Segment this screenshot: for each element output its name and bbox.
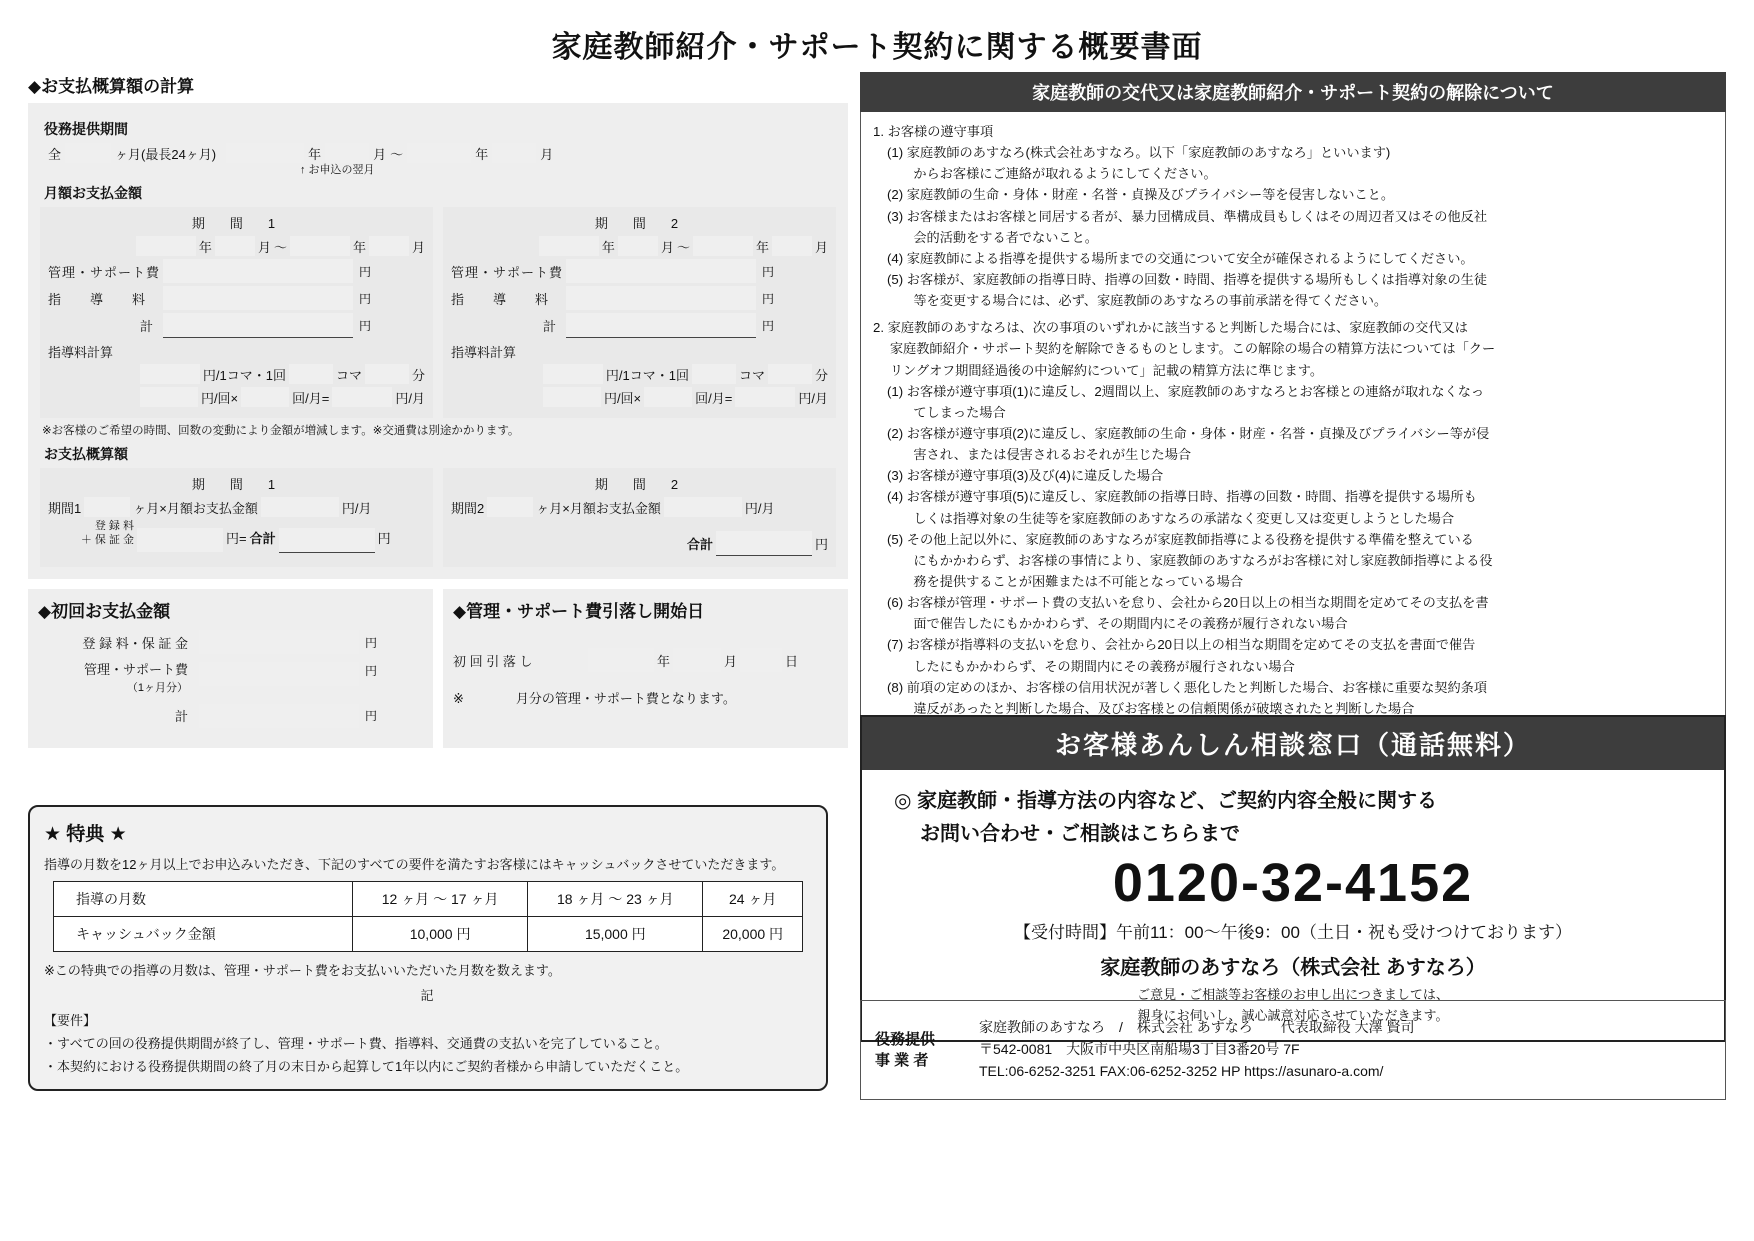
period2-title: 期 間 2 [594,216,685,231]
provider-tag [875,1029,965,1071]
terms-s2-item-5: (4) お客様が遵守事項(5)に違反し、家庭教師の指導日時、指導の回数・時間、指導を提供する場所も [887,489,1477,505]
terms-s2-item-8: にもかかわらず、お客様の事情により、家庭教師のあすなろがお客様に対し家庭教師指導による役 [887,552,1493,568]
bonus-h3: 24 ヶ月 [703,882,803,917]
period-end-month-input[interactable] [492,143,536,163]
estimate-reg-l1: 登 録 料 [94,520,134,532]
first-reg-row [38,630,423,654]
terms-s1-item-7: 等を変更する場合には、必ず、家庭教師のあすなろの事前承諾を得てください。 [887,293,1388,309]
estimate-p2-unit: 円/月 [744,500,775,516]
consult-line2: お問い合わせ・ご相談はこちらまで [920,823,1240,845]
consult-fine1: ご意見・ご相談等お客様のお申し出につきましては、 [1137,987,1449,1002]
terms-s2-item-3: 害され、または侵害されるおそれが生じた場合 [887,447,1192,463]
estimate-total-input[interactable] [279,528,375,553]
first-total-unit: 円 [365,709,378,724]
right-column [860,72,1726,731]
p1-tuition-row [48,286,425,310]
estimate-total-label: 合計 [249,531,276,546]
terms-s2-item-0: (1) お客様が遵守事項(1)に違反し、2週間以上、家庭教師のあすなろとお客様との連絡が取れなくなっ [887,383,1485,399]
p2-support-fee-row [451,259,828,283]
debit-year-input[interactable] [588,648,654,672]
bonus-c1: 10,000 円 [353,917,528,952]
estimate-p1-row [48,497,425,517]
debit-day-label: 日 [785,653,799,669]
p1-calc-line1 [48,364,425,384]
consult-hours: 【受付時間】午前11：00～午後9：00（土日・祝も受けつけております） [1014,923,1572,942]
p2-start-month-input[interactable] [618,236,658,256]
p1-koma-count-input[interactable] [289,364,333,384]
bonus-title: ★ 特典 ★ [44,824,127,845]
estimate-p2-total-unit: 円 [814,537,828,552]
estimate-p2-name: 期間2 [451,500,485,516]
p1-tuition-input[interactable] [163,286,353,310]
p1-calc-label: 指導料計算 [48,345,114,360]
p1-monthly-result-input[interactable] [332,387,392,407]
first-total-input[interactable] [199,704,359,728]
p2-minutes-input[interactable] [768,364,812,384]
estimate-p1-amount-input[interactable] [261,497,339,517]
p1-calc-line2 [48,387,425,407]
p2-tuition-row [451,286,828,310]
bonus-h1: 12 ヶ月 ～ 17 ヶ月 [353,882,528,917]
period-all-label: 全 [48,146,62,162]
bonus-c2: 15,000 円 [528,917,703,952]
provider-name-line: 家庭教師のあすなろ / 株式会社 あすなろ 代表取締役 大澤 賢司 [979,1019,1415,1036]
p1-start-year-input[interactable] [136,236,196,256]
p1-times-month-input[interactable] [241,387,289,407]
p1-support-fee-unit: 円 [359,264,372,279]
first-payment-row [28,589,848,748]
p2-end-month-label: 月 [814,239,828,255]
estimate-p1-name: 期間1 [48,500,82,516]
p1-per-koma-input[interactable] [140,364,200,384]
estimate-p2-row [451,497,828,517]
page-title: 家庭教師紹介・サポート契約に関する概要書面 [551,31,1203,64]
terms-s2-item-12: (7) お客様が指導料の支払いを怠り、会社から20日以上の相当な期間を定めてその支払を書面で催告 [887,637,1476,653]
debit-date-label: 初 回 引 落 し [453,653,533,669]
p2-koma-label: コマ [738,367,765,383]
estimate-p2-title: 期 間 2 [594,477,685,492]
terms-s2-title3: リングオフ期間経過後の中途解約について」記載の精算方法に準じます。 [873,362,1324,378]
estimate-p2-total-row [451,531,828,556]
p2-total-label: 計 [542,319,557,334]
p2-monthly-result-label: 円/月 [798,390,828,406]
monthly-amount-label: 月額お支払金額 [44,185,142,201]
p1-end-year-label: 年 [352,239,366,255]
p2-tuition-unit: 円 [762,291,775,306]
p1-start-month-input[interactable] [215,236,255,256]
terms-s1-item-3: (3) お客様またはお客様と同居する者が、暴力団構成員、準構成員もしくはその周辺者又はその他反社 [887,208,1488,224]
debit-note: ※ 月分の管理・サポート費となります。 [453,691,736,706]
bonus-req-1: ・すべての回の役務提供期間が終了し、管理・サポート費、指導料、交通費の支払いを完了していること。 [44,1036,668,1051]
provider-contact-line: TEL:06-6252-3251 FAX:06-6252-3252 HP https://asunaro-a.com/ [979,1062,1384,1079]
first-support-unit: 円 [365,664,378,678]
p2-end-month-input[interactable] [772,236,812,256]
payment-note: ※お客様のご希望の時間、回数の変動により金額が増減します。※交通費は別途かかります。 [42,425,520,437]
bonus-c0: キャッシュバック金額 [54,917,353,952]
consult-phone-number[interactable]: 0120-32-4152 [1112,853,1474,913]
p1-monthly-result-label: 円/月 [395,390,425,406]
p2-support-fee-unit: 円 [762,264,775,279]
estimate-heading: お支払概算額 [44,446,128,462]
terms-heading: 家庭教師の交代又は家庭教師紹介・サポート契約の解除について [860,72,1726,112]
estimate-p2-total-label: 合計 [686,537,713,552]
debit-year-label: 年 [657,653,671,669]
terms-body [860,112,1726,731]
p2-per-koma-label: 円/1コマ・1回 [605,367,689,383]
consult-box [860,715,1726,1042]
terms-s2-item-15: 違反があったと判断した場合、及びお客様との信頼関係が破壊されたと判断した場合 [887,700,1415,716]
provider-footer [860,1000,1726,1100]
provider-tag-line2: 事 業 者 [875,1052,929,1069]
p2-minutes-label: 分 [814,367,828,383]
p2-total-unit: 円 [762,319,775,333]
period1-title: 期 間 1 [191,216,282,231]
terms-s1-item-2: (2) 家庭教師の生命・身体・財産・名誉・貞操及びプライバシー等を侵害しないこと。 [887,187,1395,203]
first-support-label: 管理・サポート費 [83,662,188,677]
terms-s1-item-0: (1) 家庭教師のあすなろ(株式会社あすなろ。以下「家庭教師のあすなろ」といいます) [887,145,1391,161]
p2-calc-box [451,342,828,407]
p1-koma-label: コマ [335,367,362,383]
p1-per-time-label: 円/回× [200,390,239,406]
terms-s2-item-11: 面で催告したにもかかわらず、その期間内にその義務が履行されない場合 [887,616,1348,632]
first-support-label-wrap [38,662,196,696]
estimate-p2-total-input[interactable] [716,531,812,556]
terms-s2-item-6: しくは指導対象の生徒等を家庭教師のあすなろの承諾なく変更し又は変更しようとした場合 [887,510,1455,526]
period2-date-row [451,236,828,256]
estimate-p1-title: 期 間 1 [191,477,282,492]
p2-per-koma-input[interactable] [543,364,603,384]
p2-monthly-result-input[interactable] [735,387,795,407]
consult-line1: ◎ 家庭教師・指導方法の内容など、ご契約内容全般に関する [894,790,1438,812]
bonus-h2: 18 ヶ月 ～ 23 ヶ月 [528,882,703,917]
p2-tuition-input[interactable] [566,286,756,310]
estimate-total-unit: 円 [377,531,391,546]
bonus-req-head: 【要件】 [44,1013,97,1028]
estimate-p2-mid: ヶ月×月額お支払金額 [536,500,661,516]
estimate-p1-sub [48,520,425,553]
service-period-row [48,143,836,163]
p2-tuition-label: 指 導 料 [451,291,557,307]
monthly-columns [40,207,836,418]
terms-s2-title: 2. 家庭教師のあすなろは、次の事項のいずれかに該当すると判断した場合には、家庭教師の交代又は [873,320,1468,336]
p2-support-fee-input[interactable] [566,259,756,283]
estimate-eq: 円= [226,531,247,546]
p2-start-year-input[interactable] [539,236,599,256]
debit-date-row [453,648,838,672]
p1-per-time-input[interactable] [140,387,198,407]
estimate-period2 [443,468,836,567]
estimate-p2-amount-input[interactable] [664,497,742,517]
terms-s2-item-1: てしまった場合 [887,404,1006,420]
estimate-reg-input[interactable] [137,528,223,552]
terms-s2-item-2: (2) お客様が遵守事項(2)に違反し、家庭教師の生命・身体・財産・名誉・貞操及びプライバシー等が侵 [887,425,1490,441]
period-start-month-input[interactable] [325,143,369,163]
terms-s2-item-4: (3) お客様が遵守事項(3)及び(4)に違反した場合 [887,468,1164,484]
p1-end-year-input[interactable] [290,236,350,256]
p1-tuition-unit: 円 [359,291,372,306]
terms-s1-item-6: (5) お客様が、家庭教師の指導日時、指導の回数・時間、指導を提供する場所もしくは指導対象の生徒 [887,271,1488,287]
monthly-period2 [443,207,836,418]
bonus-h0: 指導の月数 [54,882,353,917]
p1-support-fee-label: 管理・サポート費 [48,264,161,280]
p1-minutes-input[interactable] [365,364,409,384]
p2-calc-line2 [451,387,828,407]
period-end-month-label: 月 [540,146,554,162]
p1-tuition-label: 指 導 料 [48,291,154,307]
first-reg-unit: 円 [365,635,378,650]
terms-s2-item-7: (5) その他上記以外に、家庭教師のあすなろが家庭教師指導による役務を提供する準備を整えている [887,531,1474,547]
period-end-year-label: 年 [475,146,489,162]
consult-fine2: 親身にお伺いし、誠心誠意対応させていただきます。 [1137,1008,1449,1023]
period-start-month-label: 月 [373,146,387,162]
bonus-req-2: ・本契約における役務提供期間の終了月の末日から起算して1年以内にご契約者様から申請していただくこと。 [44,1059,689,1074]
p1-end-month-label: 月 [411,239,425,255]
terms-s2-item-13: したにもかかわらず、その期間内にその義務が履行されない場合 [887,658,1295,674]
p1-total-row [48,313,425,338]
period-tilde: ～ [390,146,404,162]
terms-s2-item-9: 務を提供することが困難または不可能となっている場合 [887,573,1244,589]
period-months-input[interactable] [65,143,111,163]
period-note: ↑ お申込の翌月 [300,164,375,176]
p2-tilde: ～ [676,239,690,255]
p1-support-fee-input[interactable] [163,259,353,283]
left-column [28,72,848,748]
first-total-row [38,704,423,728]
consult-heading: お客様あんしん相談窓口（通話無料） [862,717,1724,770]
p2-support-fee-label: 管理・サポート費 [451,264,564,280]
consult-company: 家庭教師のあすなろ（株式会社 あすなろ） [1100,957,1486,979]
debit-heading: ◆管理・サポート費引落し開始日 [453,602,705,621]
table-row [54,917,803,952]
p1-support-fee-row [48,259,425,283]
bonus-box [28,805,828,1091]
p2-start-month-label: 月 [660,239,674,255]
p2-calc-label: 指導料計算 [451,345,517,360]
first-payment-panel [28,589,433,748]
service-period-label: 役務提供期間 [44,121,128,137]
provider-address [979,1017,1415,1082]
p2-per-time-label: 円/回× [603,390,642,406]
debit-note-row [453,688,838,707]
bonus-ki: 記 [420,988,436,1003]
first-support-input[interactable] [199,662,359,686]
p1-end-month-input[interactable] [369,236,409,256]
debit-panel [443,589,848,748]
estimate-p1-mid: ヶ月×月額お支払金額 [133,500,258,516]
p2-start-year-label: 年 [601,239,615,255]
estimate-reg-label [48,520,134,548]
first-reg-label: 登 録 料・保 証 金 [82,635,188,651]
provider-addr-line: 〒542-0081 大阪市中央区南船場3丁目3番20号 7F [979,1041,1300,1058]
first-reg-input[interactable] [199,630,359,654]
bonus-lead: 指導の月数を12ヶ月以上でお申込みいただき、下記のすべての要件を満たすお客様にはキャッシュバックさせていただきます。 [44,857,785,872]
estimate-p1-unit: 円/月 [341,500,372,516]
first-total-label: 計 [174,709,188,725]
first-payment-heading: ◆初回お支払金額 [38,602,171,621]
bonus-note: ※この特典での指導の月数は、管理・サポート費をお支払いいただいた月数を数えます。 [44,963,561,978]
p1-total-unit: 円 [359,319,372,333]
terms-s1-item-4: 会的活動をする者でないこと。 [887,229,1098,245]
p1-start-month-label: 月 [257,239,271,255]
p2-times-month-input[interactable] [644,387,692,407]
terms-s2-item-10: (6) お客様が管理・サポート費の支払いを怠り、会社から20日以上の相当な期間を定めてその支払を書 [887,595,1489,611]
p1-calc-box [48,342,425,407]
period-end-year-input[interactable] [407,143,471,163]
payment-calc-panel [28,103,848,579]
estimate-period1 [40,468,433,567]
p2-end-year-label: 年 [755,239,769,255]
p2-times-month-label: 回/月= [695,390,733,406]
p2-calc-line1 [451,364,828,384]
terms-s2-title2: 家庭教師紹介・サポート契約を解除できるものとします。この解除の場合の精算方法については「クー [873,341,1496,357]
payment-calc-heading: ◆お支払概算額の計算 [28,77,195,96]
debit-day-input[interactable] [740,648,782,672]
period-start-year-input[interactable] [226,143,304,163]
estimate-p2-months-input[interactable] [487,497,533,517]
provider-tag-line1: 役務提供 [875,1031,936,1048]
p1-tilde: ～ [273,239,287,255]
p1-start-year-label: 年 [198,239,212,255]
terms-s2-item-14: (8) 前項の定めのほか、お客様の信用状況が著しく悪化したと判断した場合、お客様に重要な契約条項 [887,679,1488,695]
p2-total-input[interactable] [566,313,756,338]
p1-times-month-label: 回/月= [292,390,330,406]
p2-end-year-input[interactable] [693,236,753,256]
debit-month-input[interactable] [673,648,721,672]
terms-s1-item-5: (4) 家庭教師による指導を提供する場所までの交通について安全が確保されるようにしてください。 [887,250,1474,266]
debit-month-label: 月 [724,653,738,669]
bonus-c3: 20,000 円 [703,917,803,952]
first-support-row [38,662,423,696]
terms-s1-title: 1. お客様の遵守事項 [873,124,994,139]
p2-total-row [451,313,828,338]
table-row [54,882,803,917]
p1-total-label: 計 [139,319,154,334]
period1-date-row [48,236,425,256]
period-start-year-label: 年 [308,146,322,162]
p2-koma-count-input[interactable] [692,364,736,384]
period-months-label: ヶ月(最長24ヶ月) [115,146,217,162]
estimate-columns [40,468,836,567]
p2-per-time-input[interactable] [543,387,601,407]
p1-per-koma-label: 円/1コマ・1回 [202,367,286,383]
estimate-p1-months-input[interactable] [84,497,130,517]
estimate-reg-l2: ＋ 保 証 金 [80,533,134,546]
terms-s1-item-1: からお客様にご連絡が取れるようにしてください。 [887,166,1217,182]
bonus-table [53,881,803,952]
p1-minutes-label: 分 [411,367,425,383]
first-support-sub: （1ヶ月分） [126,681,188,694]
monthly-period1 [40,207,433,418]
p1-total-input[interactable] [163,313,353,338]
